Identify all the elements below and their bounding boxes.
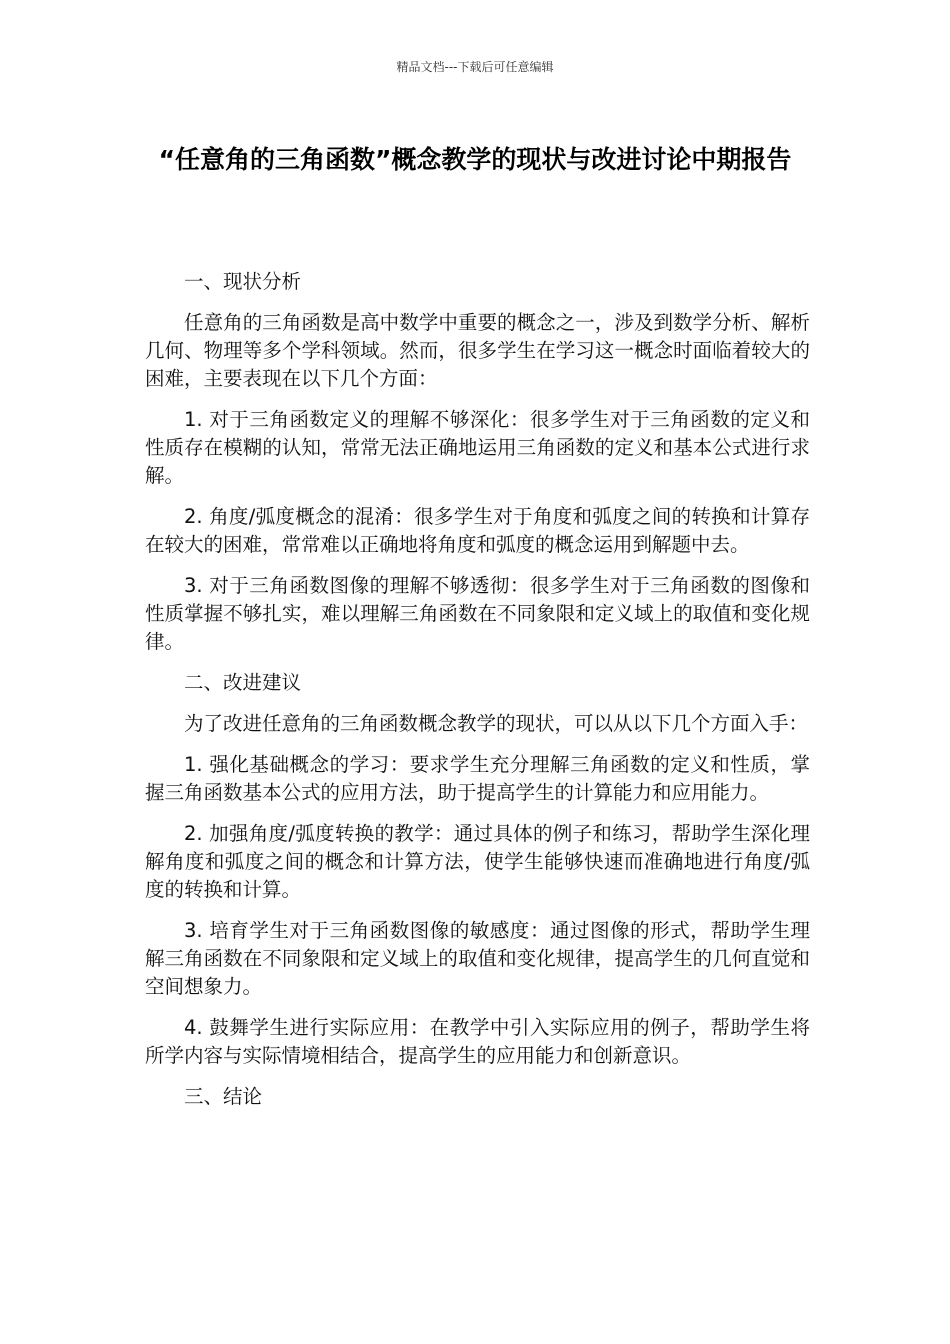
paragraph: 1. 强化基础概念的学习：要求学生充分理解三角函数的定义和性质，掌握三角函数基本公式的应用方法，助于提高学生的计算能力和应用能力。 xyxy=(145,753,810,804)
paragraph: 任意角的三角函数是高中数学中重要的概念之一，涉及到数学分析、解析几何、物理等多个学科领域。然而，很多学生在学习这一概念时面临着较大的困难，主要表现在以下几个方面： xyxy=(145,311,810,390)
paragraph: 4. 鼓舞学生进行实际应用：在教学中引入实际应用的例子，帮助学生将所学内容与实际情境相结合，提高学生的应用能力和创新意识。 xyxy=(145,1016,810,1067)
document-body xyxy=(145,268,810,1124)
paragraph: 2. 角度/弧度概念的混淆：很多学生对于角度和弧度之间的转换和计算存在较大的困难，常常难以正确地将角度和弧度的概念运用到解题中去。 xyxy=(145,505,810,556)
document-title: “任意角的三角函数”概念教学的现状与改进讨论中期报告 xyxy=(158,145,792,174)
page-header: 精品文档---下载后可任意编辑 xyxy=(396,60,554,74)
section-heading: 二、改进建议 xyxy=(184,671,302,694)
paragraph: 3. 对于三角函数图像的理解不够透彻：很多学生对于三角函数的图像和性质掌握不够扎实，难以理解三角函数在不同象限和定义域上的取值和变化规律。 xyxy=(145,574,810,653)
section-heading: 三、结论 xyxy=(184,1085,263,1108)
section-heading: 一、现状分析 xyxy=(184,270,302,293)
paragraph: 1. 对于三角函数定义的理解不够深化：很多学生对于三角函数的定义和性质存在模糊的认知，常常无法正确地运用三角函数的定义和基本公式进行求解。 xyxy=(145,408,810,487)
paragraph: 3. 培育学生对于三角函数图像的敏感度：通过图像的形式，帮助学生理解三角函数在不同象限和定义域上的取值和变化规律，提高学生的几何直觉和空间想象力。 xyxy=(145,919,810,998)
paragraph: 2. 加强角度/弧度转换的教学：通过具体的例子和练习，帮助学生深化理解角度和弧度之间的概念和计算方法，使学生能够快速而准确地进行角度/弧度的转换和计算。 xyxy=(145,822,810,901)
paragraph: 为了改进任意角的三角函数概念教学的现状，可以从以下几个方面入手： xyxy=(184,712,809,735)
